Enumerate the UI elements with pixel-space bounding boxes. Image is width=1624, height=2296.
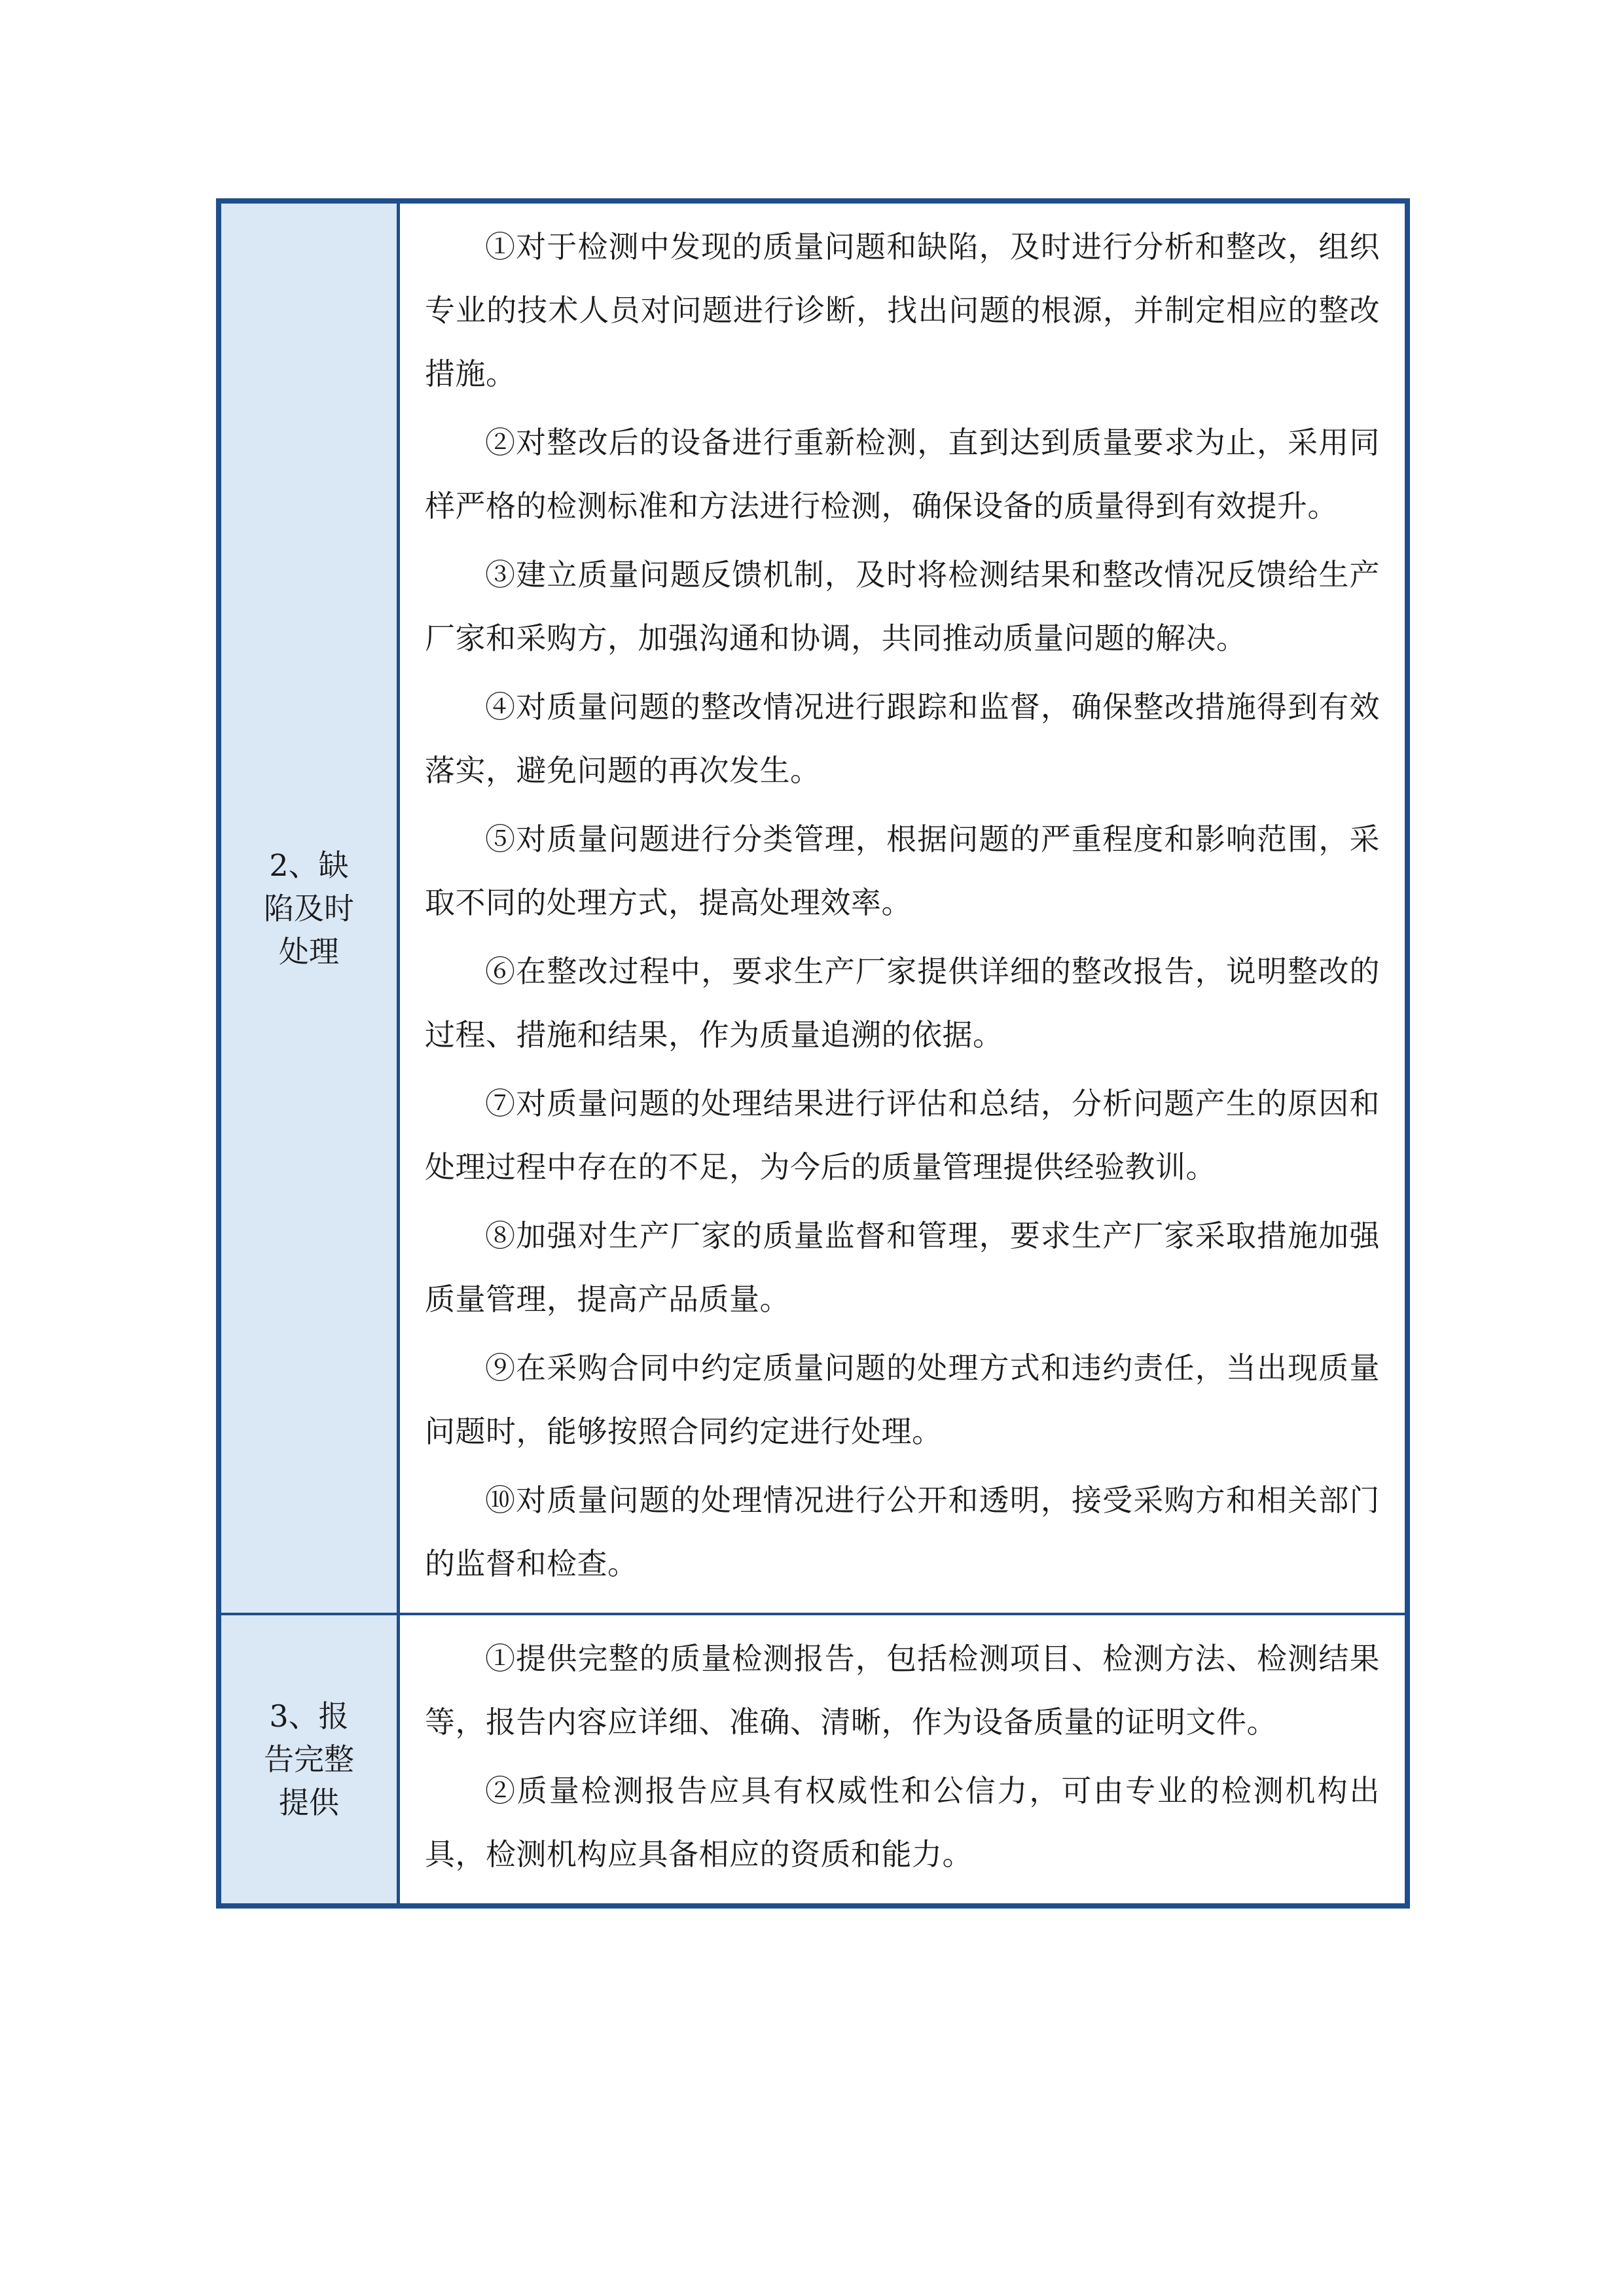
table-row-report-provision xyxy=(221,1613,1405,1903)
document-table xyxy=(216,198,1410,1909)
row-content-cell xyxy=(400,1615,1405,1903)
row-label-cell xyxy=(221,1615,400,1903)
paragraph: ⑦对质量问题的处理结果进行评估和总结，分析问题产生的原因和处理过程中存在的不足，为今后的质量管理提供经验教训。 xyxy=(425,1086,1380,1185)
paragraph: ⑥在整改过程中，要求生产厂家提供详细的整改报告，说明整改的过程、措施和结果，作为质量追溯的依据。 xyxy=(425,954,1380,1052)
paragraph: ②质量检测报告应具有权威性和公信力，可由专业的检测机构出具，检测机构应具备相应的资质和能力。 xyxy=(425,1773,1380,1872)
paragraph: ⑨在采购合同中约定质量问题的处理方式和违约责任，当出现质量问题时，能够按照合同约定进行处理。 xyxy=(425,1350,1380,1449)
paragraph: ③建立质量问题反馈机制，及时将检测结果和整改情况反馈给生产厂家和采购方，加强沟通和协调，共同推动质量问题的解决。 xyxy=(425,557,1380,656)
paragraph: ⑧加强对生产厂家的质量监督和管理，要求生产厂家采取措施加强质量管理，提高产品质量。 xyxy=(425,1218,1380,1317)
paragraph: ④对质量问题的整改情况进行跟踪和监督，确保整改措施得到有效落实，避免问题的再次发生。 xyxy=(425,689,1380,788)
row-label-cell xyxy=(221,204,400,1613)
row-content-cell xyxy=(400,204,1405,1613)
table-row-defect-handling xyxy=(221,204,1405,1613)
paragraph: ①对于检测中发现的质量问题和缺陷，及时进行分析和整改，组织专业的技术人员对问题进行诊断，找出问题的根源，并制定相应的整改措施。 xyxy=(425,229,1380,391)
paragraph: ⑤对质量问题进行分类管理，根据问题的严重程度和影响范围，采取不同的处理方式，提高处理效率。 xyxy=(425,821,1380,920)
row-label: 3、报告完整提供 xyxy=(264,1698,354,1820)
paragraph: ②对整改后的设备进行重新检测，直到达到质量要求为止，采用同样严格的检测标准和方法进行检测，确保设备的质量得到有效提升。 xyxy=(425,425,1380,524)
paragraph: ⑩对质量问题的处理情况进行公开和透明，接受采购方和相关部门的监督和检查。 xyxy=(425,1482,1380,1581)
paragraph: ①提供完整的质量检测报告，包括检测项目、检测方法、检测结果等，报告内容应详细、准确、清晰，作为设备质量的证明文件。 xyxy=(425,1641,1380,1740)
row-label: 2、缺陷及时处理 xyxy=(264,847,354,969)
